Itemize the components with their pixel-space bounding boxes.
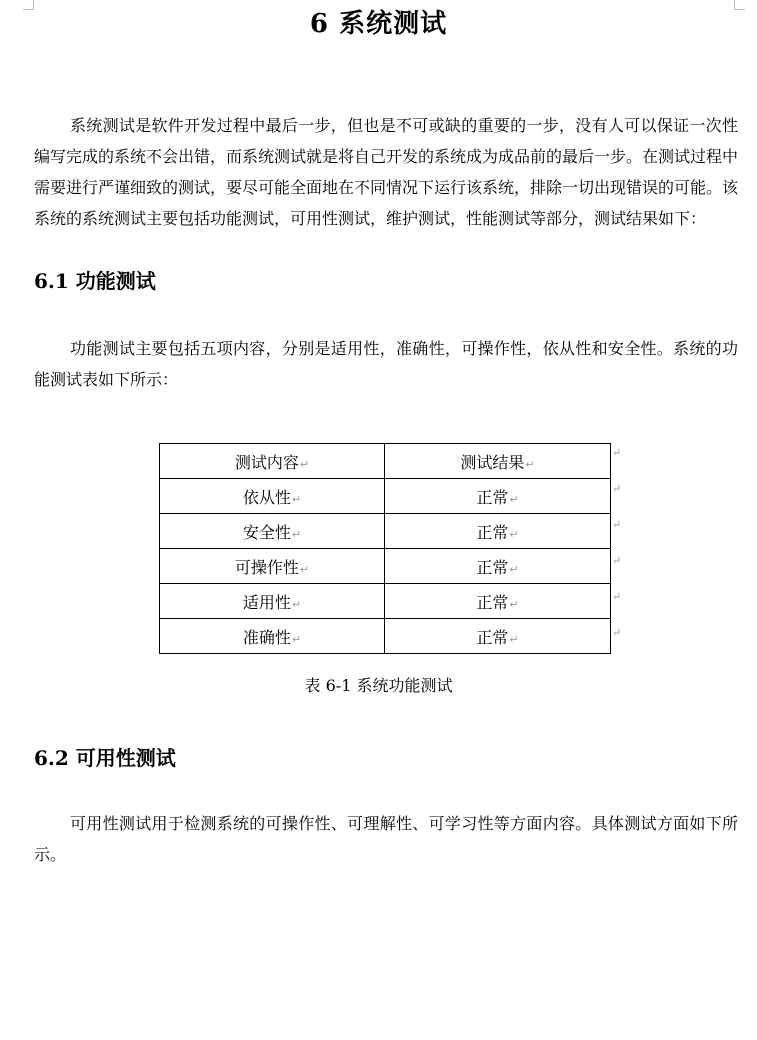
cell-end-mark: ↵	[291, 632, 302, 646]
intro-paragraph: 系统测试是软件开发过程中最后一步，但也是不可或缺的重要的一步，没有人可以保证一次性编写完成的系统不会出错，而系统测试就是将自己开发的系统成为成品前的最后一步。在测试过程中需要进行严谨细致的测试，要尽可能全面地在不同情况下运行该系统，排除一切出现错误的可能。该系统的系统测试主要包括功能测试，可用性测试，维护测试，性能测试等部分，测试结果如下：	[34, 116, 739, 228]
table-row	[160, 514, 611, 549]
section-heading-6-2: 6.2 可用性测试	[34, 746, 176, 770]
table-row	[160, 584, 611, 619]
cell-end-mark: ↵	[291, 527, 302, 541]
table-cell	[160, 619, 385, 654]
test-result: 正常	[476, 592, 509, 612]
usability-test-paragraph: 可用性测试用于检测系统的可操作性、可理解性、可学习性等方面内容。具体测试方面如下所示。	[34, 814, 738, 864]
table-cell	[160, 514, 385, 549]
test-item: 可操作性	[234, 557, 299, 577]
table-cell	[385, 479, 611, 514]
row-end-mark: ↵	[612, 626, 622, 639]
cell-end-mark: ↵	[509, 632, 519, 646]
table-cell	[385, 619, 611, 654]
table-cell	[160, 584, 385, 619]
table-header-row	[160, 444, 611, 479]
test-result: 正常	[476, 627, 509, 647]
test-item: 准确性	[242, 627, 291, 647]
table-cell	[385, 584, 611, 619]
test-result: 正常	[476, 487, 509, 507]
cell-end-mark: ↵	[509, 562, 519, 576]
row-end-marks	[612, 443, 626, 659]
row-end-mark: ↵	[612, 482, 622, 495]
test-result: 正常	[476, 557, 509, 577]
table-cell	[160, 549, 385, 584]
cell-end-mark: ↵	[299, 457, 310, 471]
row-end-mark: ↵	[612, 554, 622, 567]
table-header-cell	[160, 444, 385, 479]
table-row	[160, 479, 611, 514]
table-caption: 表 6-1 系统功能测试	[304, 676, 453, 695]
test-item: 安全性	[242, 522, 291, 542]
cell-end-mark: ↵	[509, 527, 519, 541]
cell-end-mark: ↵	[299, 562, 310, 576]
cell-end-mark: ↵	[509, 492, 519, 506]
cell-end-mark: ↵	[525, 457, 535, 471]
table-row	[160, 619, 611, 654]
table-header-cell	[385, 444, 611, 479]
row-end-mark: ↵	[612, 446, 622, 459]
table-cell	[160, 479, 385, 514]
table-row	[160, 549, 611, 584]
cell-end-mark: ↵	[291, 492, 302, 506]
cell-end-mark: ↵	[291, 597, 302, 611]
header-result-label: 测试结果	[460, 452, 525, 472]
test-item: 适用性	[242, 592, 291, 612]
row-end-mark: ↵	[612, 590, 622, 603]
test-item: 依从性	[242, 487, 291, 507]
chapter-title: 6 系统测试	[309, 9, 448, 39]
cell-end-mark: ↵	[509, 597, 519, 611]
row-end-mark: ↵	[612, 518, 622, 531]
header-content-label: 测试内容	[234, 452, 299, 472]
table-cell	[385, 549, 611, 584]
test-result: 正常	[476, 522, 509, 542]
functional-test-paragraph: 功能测试主要包括五项内容，分别是适用性，准确性，可操作性，依从性和安全性。系统的功能测试表如下所示：	[34, 339, 738, 389]
section-heading-6-1: 6.1 功能测试	[34, 269, 156, 293]
functional-test-table	[159, 443, 611, 654]
table-cell	[385, 514, 611, 549]
